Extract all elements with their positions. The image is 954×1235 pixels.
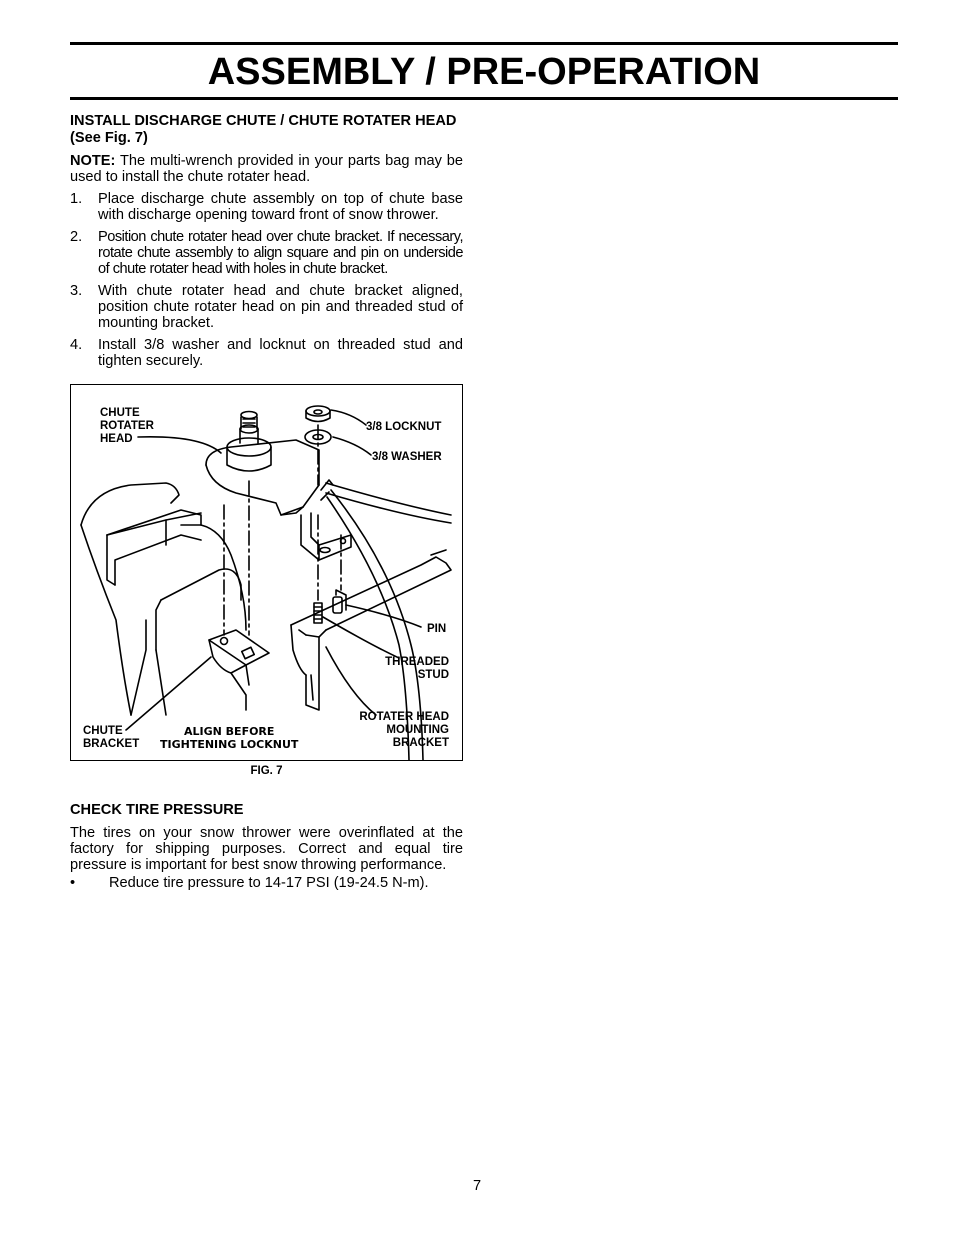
- bullet-item: [70, 875, 463, 891]
- label-threaded-stud: THREADED STUD: [385, 656, 449, 681]
- label-rotater-head-mounting-bracket: ROTATER HEAD MOUNTING BRACKET: [359, 711, 449, 749]
- step-text: Install 3/8 washer and locknut on threaded stud and tighten securely.: [98, 337, 463, 369]
- note-label: NOTE:: [70, 153, 116, 169]
- step-number: 3.: [70, 283, 83, 299]
- section-tire-pressure: [70, 802, 463, 891]
- section-heading: CHECK TIRE PRESSURE: [70, 802, 244, 818]
- bullet-mark: •: [70, 875, 76, 891]
- note-paragraph: [70, 153, 463, 185]
- title-underline: [70, 97, 898, 100]
- label-pin: PIN: [427, 623, 447, 635]
- tire-paragraph: The tires on your snow thrower were overinflated at the factory for shipping purposes. Correct and equal tire pressure is important for best snow throwing performance.: [70, 825, 463, 873]
- step-number: 4.: [70, 337, 83, 353]
- step-text: Position chute rotater head over chute bracket. If necessary, rotate chute assembly to align square and pin on underside of chute rotater head with holes in chute bracket.: [98, 229, 463, 277]
- label-washer: 3/8 WASHER: [372, 451, 442, 463]
- step-item: [70, 191, 463, 223]
- label-chute-rotater-head: CHUTE ROTATER HEAD: [100, 407, 154, 445]
- label-locknut: 3/8 LOCKNUT: [366, 421, 442, 433]
- section-install-chute: [70, 113, 463, 369]
- step-text: With chute rotater head and chute bracket aligned, position chute rotater head on pin and threaded stud of mounting bracket.: [98, 283, 463, 331]
- step-item: [70, 283, 463, 331]
- step-text: Place discharge chute assembly on top of chute base with discharge opening toward front of snow thrower.: [98, 191, 463, 223]
- section-subheading: (See Fig. 7): [70, 130, 148, 146]
- step-item: [70, 337, 463, 369]
- page-title: ASSEMBLY / PRE-OPERATION: [207, 51, 761, 93]
- note-text: The multi-wrench provided in your parts bag may be used to install the chute rotater head.: [70, 153, 463, 185]
- label-chute-bracket: CHUTE BRACKET: [83, 725, 140, 750]
- top-rule: [70, 42, 898, 45]
- section-heading: INSTALL DISCHARGE CHUTE / CHUTE ROTATER HEAD: [70, 113, 457, 129]
- step-number: 1.: [70, 191, 83, 207]
- step-item: [70, 229, 463, 277]
- page-number: 7: [472, 1178, 482, 1194]
- figure-7-box: [70, 384, 463, 761]
- figure-caption: FIG. 7: [250, 765, 283, 777]
- bullet-text: Reduce tire pressure to 14-17 PSI (19-24.5 N-m).: [109, 875, 429, 891]
- step-number: 2.: [70, 229, 83, 245]
- label-align-before: ALIGN BEFORE TIGHTENING LOCKNUT: [160, 725, 299, 751]
